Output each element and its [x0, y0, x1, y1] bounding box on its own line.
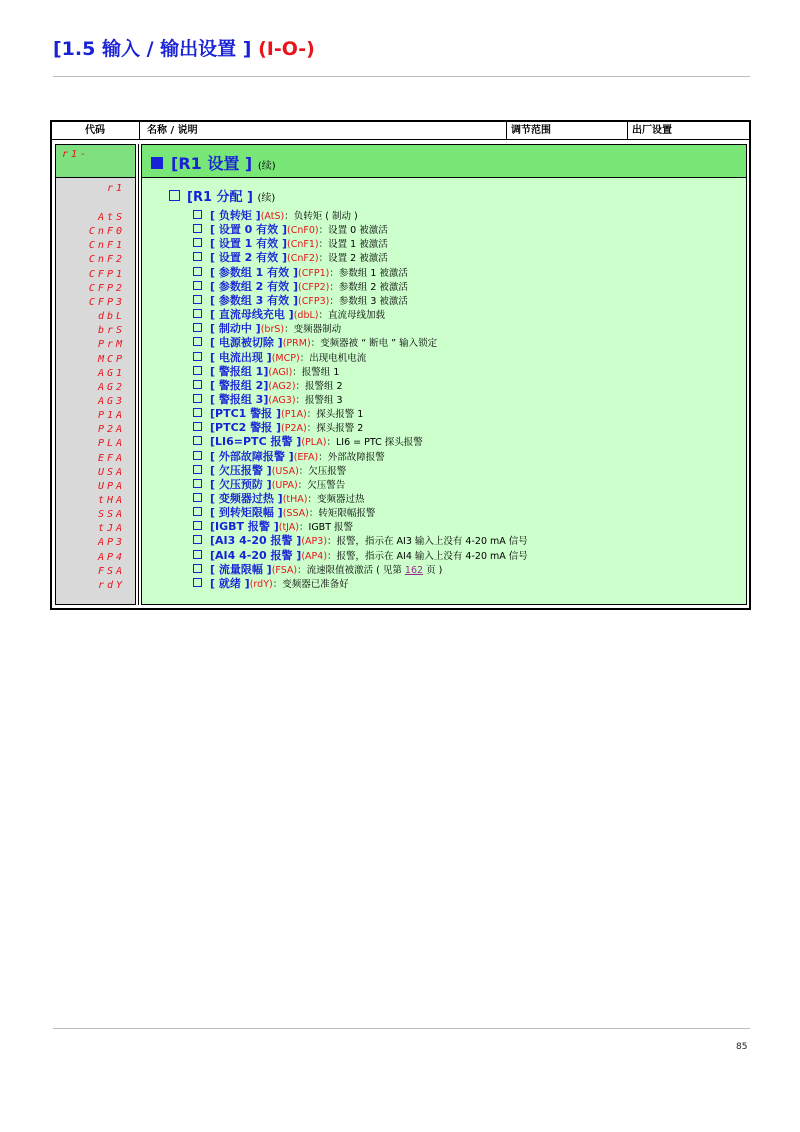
bottom-rule	[53, 1028, 750, 1029]
page-number: 85	[736, 1042, 748, 1052]
item-name: [ 到转矩限幅 ]	[210, 506, 283, 520]
filled-square-icon	[151, 157, 163, 169]
item-description: ：变频器被 “ 断电 ” 输入锁定	[310, 338, 438, 350]
item-name: [ 警报组 2]	[210, 378, 269, 392]
code-lcd: CFP2	[88, 282, 125, 294]
item-code: (MCP)	[271, 352, 300, 364]
item-code: (UPA)	[271, 479, 298, 491]
item-description: ：参数组 1 被激活	[329, 267, 408, 279]
item-code: (CnF0)	[287, 225, 319, 237]
list-item[interactable]	[193, 280, 408, 294]
code-lcd: EFA	[97, 452, 125, 464]
list-item[interactable]	[193, 407, 363, 421]
item-name: [LI6=PTC 报警 ]	[210, 435, 302, 449]
item-name: [ 参数组 2 有效 ]	[210, 279, 299, 293]
code-lcd: PLA	[97, 438, 125, 450]
list-item[interactable]	[193, 365, 339, 379]
item-description: ：IGBT 报警	[299, 522, 354, 534]
code-lcd: FSA	[97, 565, 125, 577]
list-item[interactable]	[193, 421, 363, 435]
checkbox-icon[interactable]	[193, 493, 202, 502]
checkbox-icon[interactable]	[193, 578, 202, 587]
code-lcd: AG1	[97, 367, 125, 379]
item-code: (SSA)	[282, 508, 309, 520]
item-description: ：出现电机电流	[299, 352, 367, 364]
header-code: 代码	[52, 122, 140, 139]
list-item[interactable]	[193, 322, 341, 336]
checkbox-icon[interactable]	[193, 309, 202, 318]
code-lcd: CFP1	[88, 268, 125, 280]
list-item[interactable]	[193, 294, 408, 308]
code-lcd: AtS	[97, 212, 125, 223]
content-panel	[141, 144, 747, 605]
code-lcd: CnF2	[88, 254, 125, 266]
code-lcd: P1A	[97, 410, 125, 422]
checkbox-icon[interactable]	[193, 394, 202, 403]
code-lcd: dbL	[97, 311, 125, 323]
list-item[interactable]	[193, 549, 528, 563]
item-description: ：报警组 2	[295, 380, 343, 392]
item-description: ：LI6 = PTC 探头报警	[326, 437, 423, 449]
checkbox-icon[interactable]	[193, 224, 202, 233]
item-code: (CnF1)	[287, 239, 319, 251]
item-code: (USA)	[271, 465, 299, 477]
item-code: (tJA)	[278, 522, 300, 534]
list-item[interactable]	[193, 209, 358, 223]
code-lcd: rdY	[97, 579, 125, 591]
item-code: (CFP3)	[298, 295, 330, 307]
list-item[interactable]	[193, 351, 366, 365]
item-code: (AP3)	[301, 536, 328, 548]
item-name: [PTC2 警报 ]	[210, 421, 282, 435]
item-code: (PLA)	[301, 437, 327, 449]
item-name: [ 设置 0 有效 ]	[210, 223, 288, 237]
item-description: ：报警，指示在 AI3 输入上没有 4-20 mA 信号	[327, 536, 528, 548]
item-name: [ 参数组 1 有效 ]	[210, 265, 299, 279]
item-code: (AG2)	[268, 380, 296, 392]
item-name: [AI4 4-20 报警 ]	[210, 548, 302, 562]
subsection-continued: (续)	[257, 193, 276, 204]
code-lcd: P2A	[97, 424, 125, 436]
item-code: (dbL)	[293, 310, 319, 322]
code-lcd: UPA	[97, 480, 125, 492]
code-lcd: tHA	[97, 495, 125, 506]
section-code-cell	[56, 145, 135, 178]
checkbox-icon[interactable]	[193, 479, 202, 488]
code-lcd: AG3	[97, 395, 125, 407]
item-description: ：设置 2 被激活	[318, 253, 388, 265]
empty-square-icon	[169, 190, 180, 201]
page-link[interactable]: 162	[404, 564, 424, 576]
item-description: ：转矩限幅报警	[308, 508, 376, 520]
parameter-table	[50, 120, 751, 610]
item-name: [ 设置 2 有效 ]	[210, 251, 288, 265]
checkbox-icon[interactable]	[193, 238, 202, 247]
page-title-code: (I-O-)	[258, 38, 315, 60]
item-code: (CnF2)	[287, 253, 319, 265]
item-name: [ 警报组 1]	[210, 364, 269, 378]
item-name: [ 欠压预防 ]	[210, 477, 272, 491]
item-code: (AGI)	[268, 366, 293, 378]
item-description: ：变频器已准备好	[272, 578, 349, 590]
item-description: ：设置 0 被激活	[318, 225, 388, 237]
section-code: r1-	[62, 149, 90, 160]
item-name: [ 警报组 3]	[210, 392, 269, 406]
checkbox-icon[interactable]	[193, 521, 202, 530]
header-factory: 出厂设置	[632, 125, 672, 136]
list-item[interactable]	[193, 251, 388, 265]
code-lcd: USA	[97, 466, 125, 478]
list-item[interactable]	[193, 520, 353, 534]
section-title-text: [R1 设置 ]	[171, 154, 253, 173]
item-name: [PTC1 警报 ]	[210, 407, 282, 421]
checkbox-icon[interactable]	[193, 507, 202, 516]
code-lcd: AP4	[97, 551, 125, 563]
item-code: (P1A)	[281, 409, 307, 421]
code-lcd: CnF1	[88, 240, 125, 252]
checkbox-icon[interactable]	[193, 281, 202, 290]
item-description: ：外部故障报警	[318, 451, 385, 463]
list-item[interactable]	[193, 577, 349, 591]
section-header	[142, 145, 746, 178]
item-code: (rdY)	[249, 578, 273, 590]
list-item[interactable]	[193, 492, 365, 506]
item-name: [ 电流出现 ]	[210, 350, 272, 364]
checkbox-icon[interactable]	[193, 252, 202, 261]
code-lcd: SSA	[97, 509, 125, 521]
code-lcd: AP3	[97, 537, 125, 549]
top-rule	[53, 76, 750, 77]
list-item[interactable]	[193, 450, 385, 464]
item-code: (PRM)	[282, 338, 311, 350]
item-description: ：报警组 3	[295, 394, 343, 406]
section-title	[151, 151, 276, 174]
item-code: (P2A)	[281, 423, 307, 435]
item-name: [IGBT 报警 ]	[210, 520, 279, 534]
item-description: ：欠压报警	[298, 465, 347, 477]
item-description: ：变频器制动	[284, 324, 342, 336]
item-name: [ 设置 1 有效 ]	[210, 237, 288, 251]
checkbox-icon[interactable]	[193, 337, 202, 346]
column-divider	[138, 144, 139, 605]
checkbox-icon[interactable]	[193, 465, 202, 474]
code-lcd: brS	[97, 325, 125, 337]
list-item[interactable]	[193, 435, 423, 449]
item-description: ：欠压警告	[297, 479, 346, 491]
checkbox-icon[interactable]	[193, 352, 202, 361]
checkbox-icon[interactable]	[193, 267, 202, 276]
list-item[interactable]	[193, 563, 442, 577]
item-description: ：探头报警 2	[306, 423, 364, 435]
list-item[interactable]	[193, 379, 343, 393]
code-lcd: MCP	[97, 353, 125, 365]
list-item[interactable]	[193, 308, 385, 322]
header-divider	[52, 139, 749, 140]
item-name: [ 外部故障报警 ]	[210, 449, 294, 463]
checkbox-icon[interactable]	[193, 380, 202, 389]
list-item[interactable]	[193, 266, 408, 280]
item-description: ：参数组 2 被激活	[329, 281, 408, 293]
code-lcd: PrM	[97, 339, 125, 351]
list-item[interactable]	[193, 506, 375, 520]
item-name: [ 直流母线充电 ]	[210, 308, 294, 322]
item-description: ：设置 1 被激活	[318, 239, 388, 251]
item-description: ：参数组 3 被激活	[329, 295, 408, 307]
item-name: [ 负转矩 ]	[210, 209, 261, 222]
checkbox-icon[interactable]	[193, 451, 202, 460]
code-lcd: CFP3	[88, 296, 125, 308]
checkbox-icon[interactable]	[193, 366, 202, 375]
item-name: [ 欠压报警 ]	[210, 463, 272, 477]
list-item[interactable]	[193, 393, 343, 407]
item-description-end: 页 )	[423, 564, 443, 576]
page-title	[53, 34, 315, 61]
item-code: (brS)	[260, 324, 285, 336]
checkbox-icon[interactable]	[193, 408, 202, 417]
item-code: (tHA)	[282, 494, 308, 505]
item-name: [ 变频器过热 ]	[210, 492, 283, 505]
item-code: (FSA)	[271, 564, 298, 576]
item-name: [ 制动中 ]	[210, 322, 261, 336]
item-code: (AP4)	[301, 550, 328, 562]
section-continued: (续)	[257, 161, 276, 172]
checkbox-icon[interactable]	[193, 323, 202, 332]
subsection-title	[169, 186, 275, 205]
item-description: ：探头报警 1	[306, 409, 364, 421]
item-description: ：变频器过热	[307, 494, 365, 505]
code-column	[55, 144, 136, 605]
header-range: 调节范围	[507, 122, 628, 139]
item-code: (AtS)	[260, 211, 285, 222]
item-description: ：报警组 1	[292, 366, 340, 378]
list-item[interactable]	[193, 223, 388, 237]
item-name: [ 参数组 3 有效 ]	[210, 293, 299, 307]
code-lcd: tJA	[97, 523, 125, 535]
item-description: ：流速限值被激活 ( 见第	[297, 564, 405, 576]
item-name: [ 电源被切除 ]	[210, 336, 283, 350]
checkbox-icon[interactable]	[193, 550, 202, 559]
checkbox-icon[interactable]	[193, 210, 202, 219]
subsection-code: r1	[106, 183, 125, 194]
header-name: 名称 / 说明	[140, 122, 507, 139]
item-description: ：直流母线加载	[318, 310, 386, 322]
code-lcd: AG2	[97, 381, 125, 393]
list-item[interactable]	[193, 336, 437, 350]
list-item[interactable]	[193, 534, 528, 548]
checkbox-icon[interactable]	[193, 295, 202, 304]
item-description: ：负转矩 ( 制动 )	[284, 211, 358, 222]
subsection-title-text: [R1 分配 ]	[187, 190, 253, 205]
list-item[interactable]	[193, 478, 345, 492]
page-title-text: [1.5 输入 / 输出设置 ]	[53, 38, 252, 60]
checkbox-icon[interactable]	[193, 564, 202, 573]
checkbox-icon[interactable]	[193, 436, 202, 445]
item-name: [ 就绪 ]	[210, 576, 250, 590]
item-code: (CFP1)	[298, 267, 330, 279]
item-code: (AG3)	[268, 394, 296, 406]
item-description: ：报警，指示在 AI4 输入上没有 4-20 mA 信号	[327, 550, 528, 562]
item-code: (CFP2)	[298, 281, 330, 293]
item-code: (EFA)	[293, 451, 319, 463]
checkbox-icon[interactable]	[193, 535, 202, 544]
checkbox-icon[interactable]	[193, 422, 202, 431]
code-lcd: CnF0	[88, 226, 125, 238]
list-item[interactable]	[193, 464, 346, 478]
item-name: [AI3 4-20 报警 ]	[210, 534, 302, 548]
item-name: [ 流量限幅 ]	[210, 562, 272, 576]
list-item[interactable]	[193, 237, 388, 251]
